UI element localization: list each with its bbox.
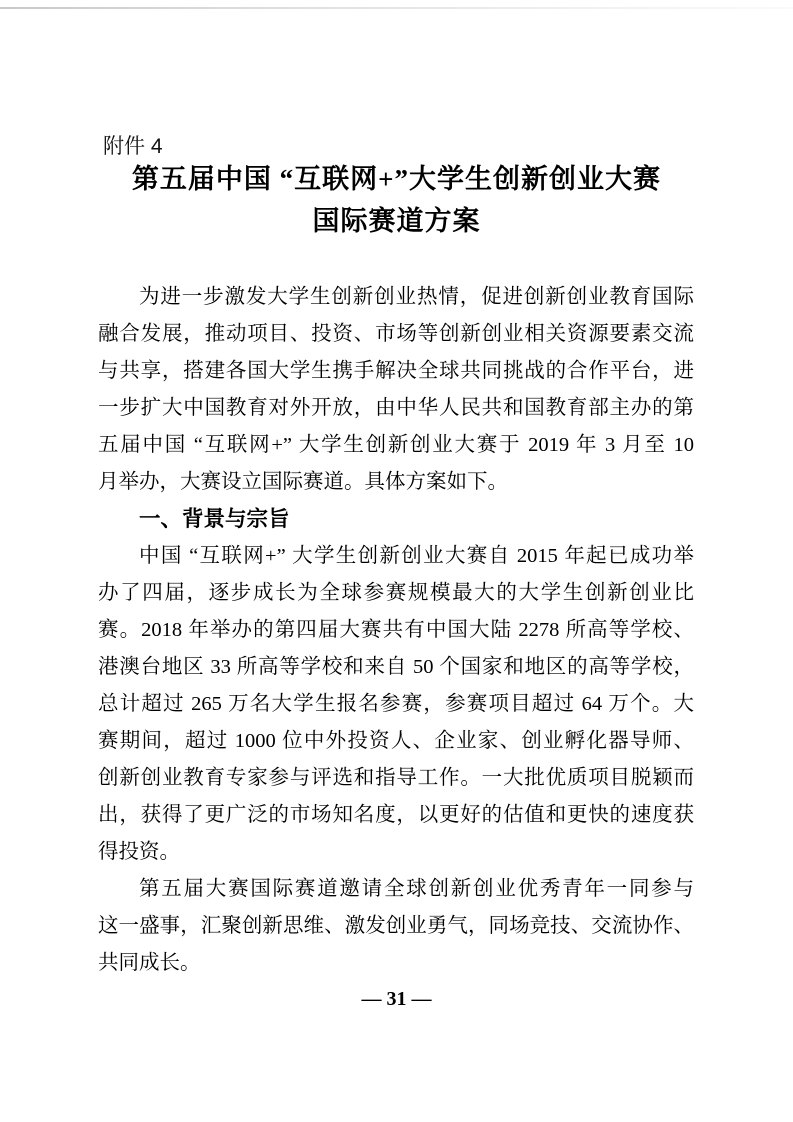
document-body <box>98 279 694 982</box>
intro-paragraph-line: 为进一步激发大学生创新创业热情，促进创新创业教育国际 <box>139 286 694 308</box>
document-title <box>0 158 793 242</box>
intro-paragraph-line: 与共享，搭建各国大学生携手解决全球共同挑战的合作平台，进 <box>98 360 694 382</box>
invitation-paragraph-line: 共同成长。 <box>98 952 201 974</box>
intro-paragraph-line: 月举办，大赛设立国际赛道。具体方案如下。 <box>98 471 508 493</box>
intro-paragraph-line: 五届中国 “互联网+” 大学生创新创业大赛于 2019 年 3 月至 10 <box>98 434 694 456</box>
invitation-paragraph-line: 这一盛事，汇聚创新思维、激发创业勇气，同场竞技、交流协作、 <box>98 915 694 937</box>
intro-paragraph-line: 融合发展，推动项目、投资、市场等创新创业相关资源要素交流 <box>98 323 694 345</box>
attachment-label: 附件 4 <box>103 135 163 158</box>
background-paragraph-line: 得投资。 <box>98 841 180 863</box>
intro-paragraph-line: 一步扩大中国教育对外开放，由中华人民共和国教育部主办的第 <box>98 397 694 419</box>
background-paragraph-line: 赛。2018 年举办的第四届大赛共有中国大陆 2278 所高等学校、 <box>98 619 694 641</box>
background-paragraph-line: 总计超过 265 万名大学生报名参赛，参赛项目超过 64 万个。大 <box>98 693 694 715</box>
document-title-line2: 国际赛道方案 <box>312 206 481 236</box>
section-heading-background: 一、背景与宗旨 <box>139 507 290 531</box>
invitation-paragraph-line: 第五届大赛国际赛道邀请全球创新创业优秀青年一同参与 <box>139 878 694 900</box>
background-paragraph-line: 创新创业教育专家参与评选和指导工作。一大批优质项目脱颖而 <box>98 767 694 789</box>
background-paragraph-line: 出，获得了更广泛的市场知名度，以更好的估值和更快的速度获 <box>98 804 694 826</box>
background-paragraph-line: 中国 “互联网+” 大学生创新创业大赛自 2015 年起已成功举 <box>139 545 694 567</box>
background-paragraph-line: 港澳台地区 33 所高等学校和来自 50 个国家和地区的高等学校， <box>98 656 694 678</box>
document-title-line1: 第五届中国 “互联网+”大学生创新创业大赛 <box>131 164 662 194</box>
page-number: — 31 — <box>361 988 432 1010</box>
background-paragraph-line: 赛期间，超过 1000 位中外投资人、企业家、创业孵化器导师、 <box>98 730 694 752</box>
background-paragraph-line: 办了四届，逐步成长为全球参赛规模最大的大学生创新创业比 <box>98 582 694 604</box>
scan-artifact-top-edge <box>0 7 793 9</box>
